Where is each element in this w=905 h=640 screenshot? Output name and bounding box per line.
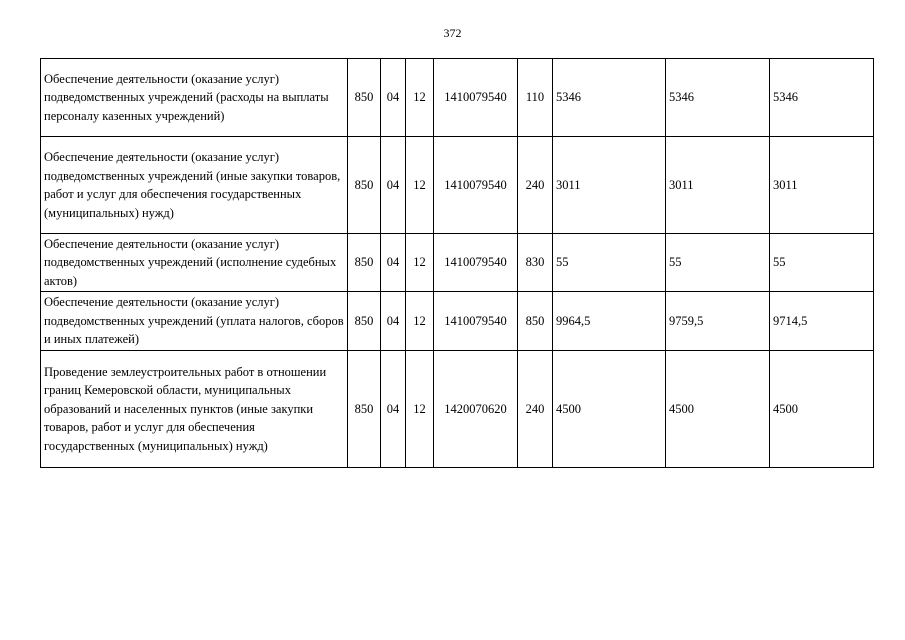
target-code: 1410079540 <box>434 234 518 292</box>
amount-year1: 9964,5 <box>553 292 666 351</box>
table-row <box>41 351 874 468</box>
ministry-code: 850 <box>348 234 381 292</box>
amount-year2: 55 <box>666 234 770 292</box>
subsection-code: 12 <box>406 137 434 234</box>
amount-year1: 3011 <box>553 137 666 234</box>
amount-year1: 5346 <box>553 59 666 137</box>
subsection-code: 12 <box>406 351 434 468</box>
amount-year3: 55 <box>770 234 874 292</box>
section-code: 04 <box>381 292 406 351</box>
subsection-code: 12 <box>406 234 434 292</box>
subsection-code: 12 <box>406 292 434 351</box>
section-code: 04 <box>381 351 406 468</box>
amount-year2: 3011 <box>666 137 770 234</box>
amount-year1: 4500 <box>553 351 666 468</box>
expense-type-code: 850 <box>518 292 553 351</box>
section-code: 04 <box>381 59 406 137</box>
amount-year3: 5346 <box>770 59 874 137</box>
table-row <box>41 234 874 292</box>
expense-name: Обеспечение деятельности (оказание услуг) подведомственных учреждений (исполнение судебных актов) <box>41 234 348 292</box>
amount-year1: 55 <box>553 234 666 292</box>
expense-type-code: 110 <box>518 59 553 137</box>
amount-year3: 3011 <box>770 137 874 234</box>
target-code: 1420070620 <box>434 351 518 468</box>
budget-table <box>40 58 874 468</box>
target-code: 1410079540 <box>434 137 518 234</box>
ministry-code: 850 <box>348 59 381 137</box>
amount-year2: 5346 <box>666 59 770 137</box>
expense-type-code: 240 <box>518 137 553 234</box>
amount-year3: 4500 <box>770 351 874 468</box>
page-number: 372 <box>443 26 462 40</box>
ministry-code: 850 <box>348 292 381 351</box>
expense-name: Проведение землеустроительных работ в отношении границ Кемеровской области, муниципальных образований и населенных пунктов (иные закупки товаров, работ и услуг для обеспечения государственных (муниципальных) нужд) <box>41 351 348 468</box>
expense-name: Обеспечение деятельности (оказание услуг) подведомственных учреждений (иные закупки товаров, работ и услуг для обеспечения государственных (муниципальных) нужд) <box>41 137 348 234</box>
subsection-code: 12 <box>406 59 434 137</box>
expense-name: Обеспечение деятельности (оказание услуг) подведомственных учреждений (уплата налогов, сборов и иных платежей) <box>41 292 348 351</box>
amount-year2: 9759,5 <box>666 292 770 351</box>
table-row <box>41 59 874 137</box>
expense-type-code: 240 <box>518 351 553 468</box>
section-code: 04 <box>381 137 406 234</box>
ministry-code: 850 <box>348 137 381 234</box>
expense-type-code: 830 <box>518 234 553 292</box>
ministry-code: 850 <box>348 351 381 468</box>
amount-year2: 4500 <box>666 351 770 468</box>
expense-name: Обеспечение деятельности (оказание услуг) подведомственных учреждений (расходы на выплаты персоналу казенных учреждений) <box>41 59 348 137</box>
table-row <box>41 292 874 351</box>
section-code: 04 <box>381 234 406 292</box>
target-code: 1410079540 <box>434 59 518 137</box>
table-row <box>41 137 874 234</box>
target-code: 1410079540 <box>434 292 518 351</box>
amount-year3: 9714,5 <box>770 292 874 351</box>
